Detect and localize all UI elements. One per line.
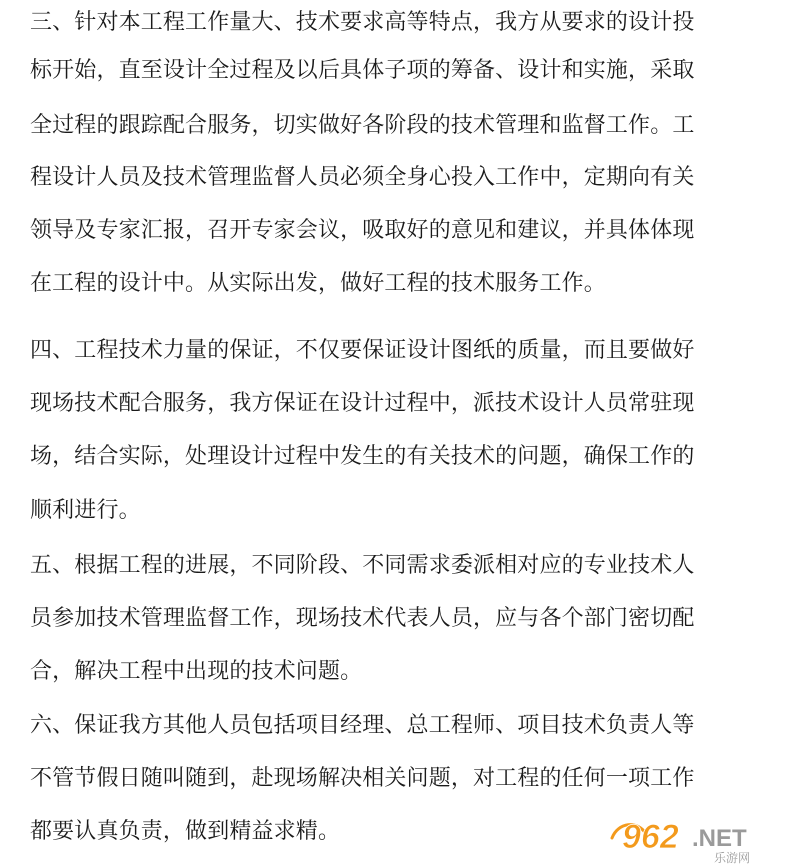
- text-line: 不管节假日随叫随到，赴现场解决相关问题，对工程的任何一项工作: [30, 766, 695, 791]
- text-line: 都要认真负责，做到精益求精。: [30, 819, 341, 844]
- text-line: 标开始，直至设计全过程及以后具体子项的筹备、设计和实施，采取: [30, 58, 695, 83]
- site-watermark: [608, 814, 780, 864]
- watermark-logo: [608, 814, 780, 864]
- text-line: 顺利进行。: [30, 498, 141, 523]
- text-line: 现场技术配合服务，我方保证在设计过程中，派技术设计人员常驻现: [30, 391, 695, 416]
- text-line: 在工程的设计中。从实际出发，做好工程的技术服务工作。: [30, 271, 606, 296]
- text-line: 员参加技术管理监督工作，现场技术代表人员，应与各个部门密切配: [30, 606, 695, 631]
- text-line: 全过程的跟踪配合服务，切实做好各阶段的技术管理和监督工作。工: [30, 113, 695, 138]
- watermark-subtitle: 乐游网: [714, 851, 751, 864]
- watermark-brand: 962: [622, 818, 679, 856]
- text-line: 三、针对本工程工作量大、技术要求高等特点，我方从要求的设计投: [30, 10, 695, 35]
- text-line: 五、根据工程的进展，不同阶段、不同需求委派相对应的专业技术人: [30, 553, 695, 578]
- text-line: 领导及专家汇报，召开专家会议，吸取好的意见和建议，并具体体现: [30, 218, 695, 243]
- text-line: 六、保证我方其他人员包括项目经理、总工程师、项目技术负责人等: [30, 713, 695, 738]
- watermark-suffix: .NET: [692, 825, 747, 852]
- text-line: 程设计人员及技术管理监督人员必须全身心投入工作中，定期向有关: [30, 165, 695, 190]
- text-line: 四、工程技术力量的保证，不仅要保证设计图纸的质量，而且要做好: [30, 338, 695, 363]
- text-line: 合，解决工程中出现的技术问题。: [30, 659, 363, 684]
- text-line: 场，结合实际，处理设计过程中发生的有关技术的问题，确保工作的: [30, 444, 695, 469]
